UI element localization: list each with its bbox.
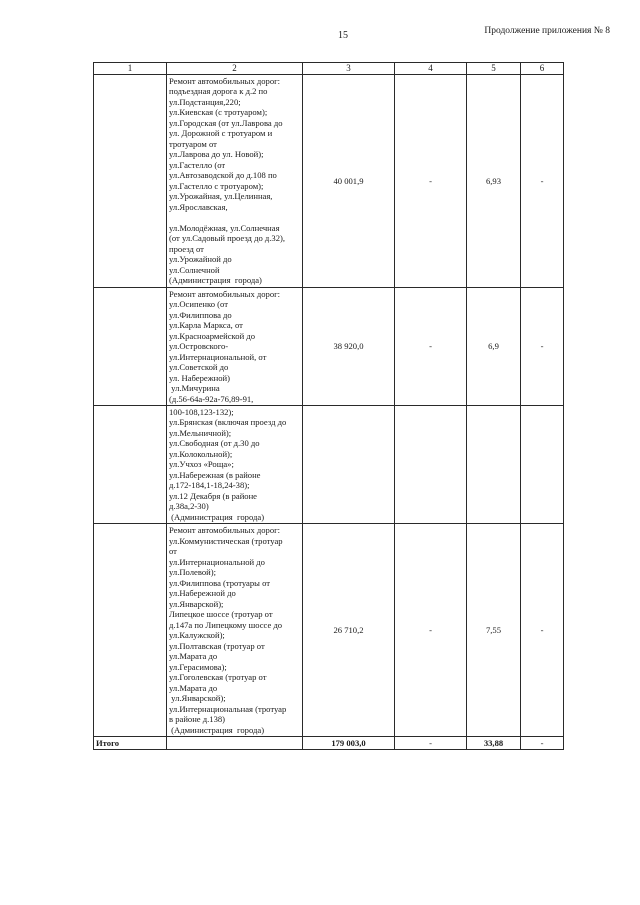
description-line: ул.Островского- xyxy=(169,341,229,352)
description-line: д.147а по Липецкому шоссе до xyxy=(169,619,283,630)
description-line: ул.Полевой); xyxy=(169,567,216,578)
column-4-cell: - xyxy=(395,287,467,405)
description-line: Ремонт автомобильных дорог: xyxy=(169,288,281,299)
column-4-cell: - xyxy=(395,524,467,737)
row-number-cell xyxy=(94,405,167,523)
description-line: ул.Солнечной xyxy=(169,264,220,275)
length-cell xyxy=(467,405,521,523)
appendix-continuation-note: Продолжение приложения № 8 xyxy=(484,26,610,36)
work-description-cell xyxy=(167,524,303,737)
total-column-4: - xyxy=(395,737,467,750)
description-line: ул.Набережной до xyxy=(169,588,236,599)
description-line: ул.Набережная (в районе xyxy=(169,469,261,480)
description-line: ул.Брянская (включая проезд до xyxy=(169,417,287,428)
row-number-cell xyxy=(94,287,167,405)
amount-cell xyxy=(303,405,395,523)
description-line: (Администрация города) xyxy=(169,511,265,522)
description-line: ул.12 Декабря (в районе xyxy=(169,490,257,501)
total-amount: 179 003,0 xyxy=(303,737,395,750)
description-line: ул.Урожайной до xyxy=(169,254,232,265)
description-line: ул.Колокольной); xyxy=(169,448,233,459)
description-line: Липецкое шоссе (тротуар от xyxy=(169,609,273,620)
table-body xyxy=(94,74,564,750)
description-line: ул.Советской до xyxy=(169,362,229,373)
description-line: Ремонт автомобильных дорог: xyxy=(169,525,281,536)
description-line: ул.Осипенко (от xyxy=(169,299,228,310)
column-6-cell: - xyxy=(521,524,564,737)
description-line: подъездная дорога к д.2 по xyxy=(169,86,268,97)
description-line: Ремонт автомобильных дорог: xyxy=(169,75,281,86)
page-number: 15 xyxy=(338,30,348,41)
description-line: ул.Красноармейской до xyxy=(169,330,256,341)
work-description-cell xyxy=(167,74,303,287)
description-line: (Администрация города) xyxy=(169,724,265,735)
description-line: ул.Герасимова); xyxy=(169,661,227,672)
description-line: ул. Набережной) xyxy=(169,372,231,383)
header-row xyxy=(94,63,564,75)
description-line: ул. Дорожной с тротуаром и xyxy=(169,128,273,139)
description-line: ул.Киевская (с тротуаром); xyxy=(169,107,268,118)
column-header-5: 5 xyxy=(467,63,521,75)
description-line: (от ул.Садовый проезд до д.32), xyxy=(169,233,286,244)
amount-cell: 38 920,0 xyxy=(303,287,395,405)
length-cell: 7,55 xyxy=(467,524,521,737)
total-length: 33,88 xyxy=(467,737,521,750)
description-line: ул.Филиппова до xyxy=(169,309,232,320)
description-line: ул.Марата до xyxy=(169,682,218,693)
description-line: ул.Январской); xyxy=(169,693,226,704)
column-6-cell xyxy=(521,405,564,523)
description-line: ул.Ярославская, xyxy=(169,201,228,212)
description-line: проезд от xyxy=(169,243,204,254)
column-4-cell: - xyxy=(395,74,467,287)
description-line: ул.Интернациональной до xyxy=(169,556,265,567)
length-cell: 6,93 xyxy=(467,74,521,287)
total-label: Итого xyxy=(94,737,167,750)
amount-cell: 40 001,9 xyxy=(303,74,395,287)
description-line: ул.Мельничной); xyxy=(169,427,232,438)
table-row xyxy=(94,74,564,287)
description-line: ул.Подстанция,220; xyxy=(169,96,241,107)
description-line: ул.Марата до xyxy=(169,651,218,662)
description-line: (д.56-64а-92а-76,89-91, xyxy=(169,393,254,404)
works-table xyxy=(93,62,564,750)
row-number-cell xyxy=(94,74,167,287)
description-line: в районе д.138) xyxy=(169,714,226,725)
total-description-cell xyxy=(167,737,303,750)
table-row xyxy=(94,524,564,737)
description-line: ул.Январской); xyxy=(169,598,224,609)
description-line: ул.Гоголевская (тротуар от xyxy=(169,672,267,683)
column-header-3: 3 xyxy=(303,63,395,75)
description-line: д.172-184,1-18,24-38); xyxy=(169,480,250,491)
amount-cell: 26 710,2 xyxy=(303,524,395,737)
description-line: 100-108,123-132); xyxy=(169,406,234,417)
column-4-cell xyxy=(395,405,467,523)
description-line: ул.Интернациональной, от xyxy=(169,351,267,362)
column-header-1: 1 xyxy=(94,63,167,75)
table-row xyxy=(94,287,564,405)
description-line: ул.Калужской); xyxy=(169,630,225,641)
description-line: ул.Учхоз «Роща»; xyxy=(169,459,234,470)
description-line: ул.Городская (от ул.Лаврова до xyxy=(169,117,283,128)
work-description-cell xyxy=(167,405,303,523)
description-line: тротуаром от xyxy=(169,138,217,149)
description-line: ул.Молодёжная, ул.Солнечная xyxy=(169,222,280,233)
description-line: ул.Гастелло с тротуаром); xyxy=(169,180,264,191)
description-line: ул.Филиппова (тротуары от xyxy=(169,577,271,588)
total-row xyxy=(94,737,564,750)
total-column-6: - xyxy=(521,737,564,750)
column-header-4: 4 xyxy=(395,63,467,75)
column-6-cell: - xyxy=(521,74,564,287)
description-line: ул.Интернациональная (тротуар xyxy=(169,703,287,714)
length-cell: 6,9 xyxy=(467,287,521,405)
description-line: ул.Урожайная, ул.Целинная, xyxy=(169,191,273,202)
description-line xyxy=(169,212,300,222)
description-line: ул.Коммунистическая (тротуар xyxy=(169,535,283,546)
description-line: ул.Автозаводской до д.108 по xyxy=(169,170,277,181)
description-line: д.38а,2-30) xyxy=(169,501,209,512)
work-description-cell xyxy=(167,287,303,405)
table-row xyxy=(94,405,564,523)
column-header-6: 6 xyxy=(521,63,564,75)
description-line: (Администрация города) xyxy=(169,275,262,286)
description-line: ул.Мичурина xyxy=(169,383,220,394)
column-header-2: 2 xyxy=(167,63,303,75)
description-line: ул.Полтавская (тротуар от xyxy=(169,640,265,651)
row-number-cell xyxy=(94,524,167,737)
description-line: ул.Гастелло (от xyxy=(169,159,226,170)
description-line: от xyxy=(169,546,177,557)
description-line: ул.Свободная (от д.30 до xyxy=(169,438,260,449)
description-line: ул.Лаврова до ул. Новой); xyxy=(169,149,264,160)
description-line: ул.Карла Маркса, от xyxy=(169,320,243,331)
column-6-cell: - xyxy=(521,287,564,405)
